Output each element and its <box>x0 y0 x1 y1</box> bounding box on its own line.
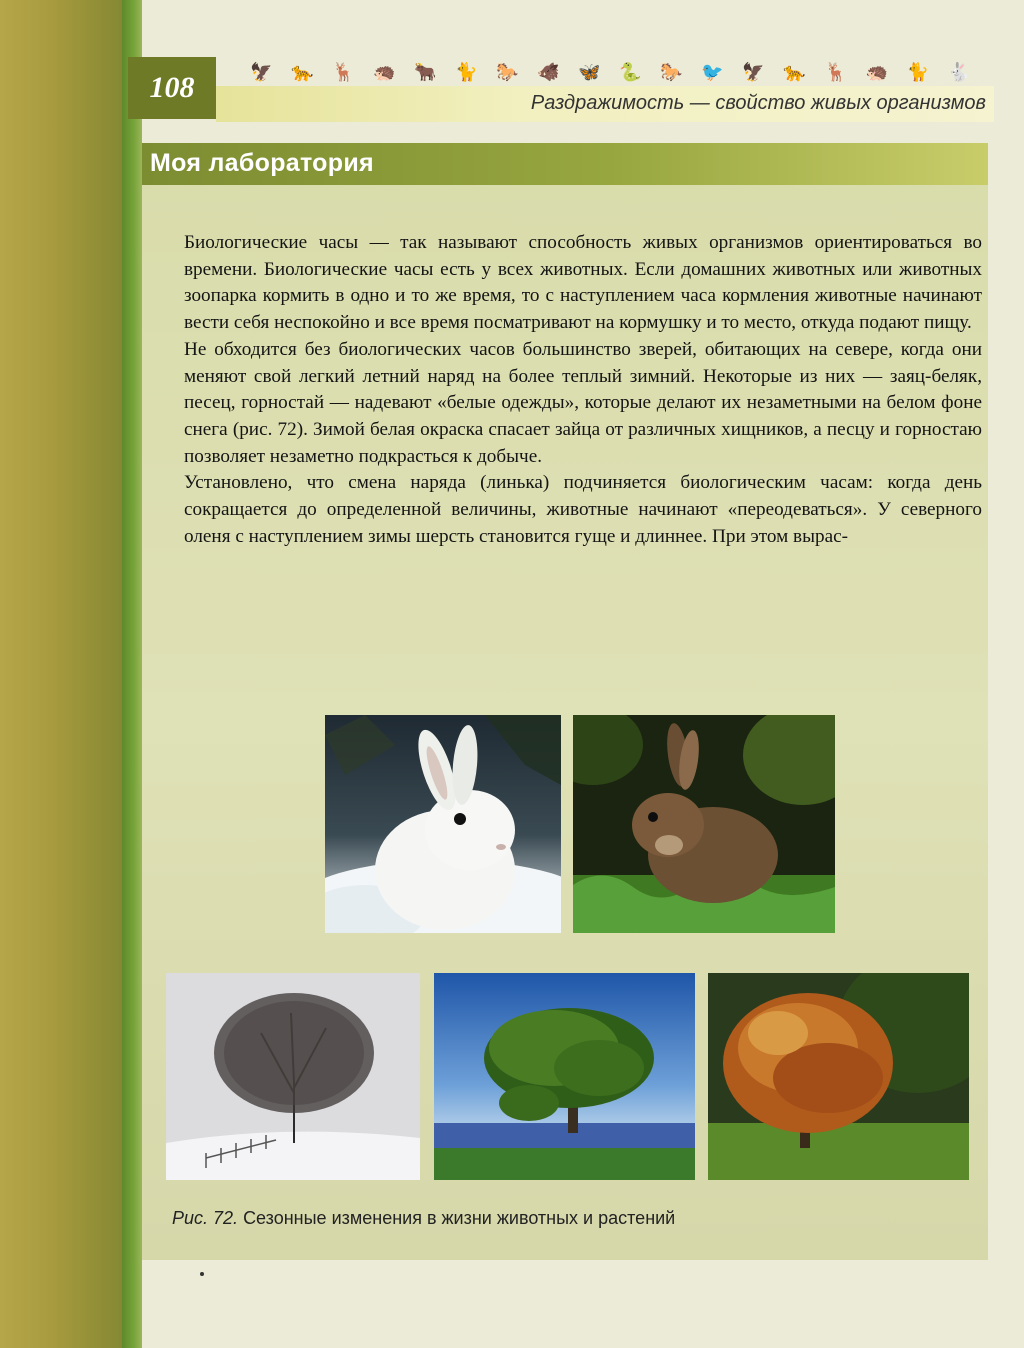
animal-icon: 🦋 <box>578 62 601 82</box>
figure-caption-text: Сезонные изменения в жизни животных и растений <box>243 1208 676 1228</box>
paragraph <box>184 337 982 471</box>
autumn-tree-photo <box>708 973 969 1180</box>
animal-icon: 🐍 <box>619 62 642 82</box>
animal-icon: 🦔 <box>373 62 396 82</box>
animal-icon: 🐈 <box>906 62 929 82</box>
animal-icon: 🦔 <box>865 62 888 82</box>
paragraph-text: Установлено, что смена наряда (линька) подчиняется биологическим часам: когда день сокращается до определенной величины, животные начинают «переодеваться». У северного оленя с наступлением зимы шерсть становится гуще и длиннее. При этом вырас- <box>184 472 982 547</box>
paragraph-text: Биологические часы — так называют способность живых организмов ориентироваться во времени. Биологические часы есть у всех животных. Если домашних животных или животных зоопарка кормить в одно и то же время, то с наступлением часа кормления животные начинают вести себя неспокойно и все время посматривают на кормушку и то место, откуда подают пищу. <box>184 232 982 334</box>
animal-icon: 🐆 <box>291 62 314 82</box>
white-hare-photo <box>325 715 561 933</box>
animal-icon: 🐆 <box>783 62 806 82</box>
animal-icon: 🐎 <box>496 62 519 82</box>
summer-tree-photo <box>434 973 695 1180</box>
left-green-stripe <box>122 0 142 1348</box>
running-title: Раздражимость — свойство живых организмов <box>530 92 986 114</box>
paragraph-text: Не обходится без биологических часов большинство зверей, обитающих на севере, когда они меняют свой легкий летний наряд на более теплый зимний. Некоторые из них — заяц-беляк, песец, горностай — надевают «белые одежды», которые делают их незаметными на белом фоне снега (рис. 72). Зимой белая окраска спасает зайца от различных хищников, а песцу и горностаю позволяет незаметно подкрасться к добыче. <box>184 338 982 467</box>
section-title: Моя лаборатория <box>150 149 374 177</box>
stray-dot <box>200 1272 204 1276</box>
page-number: 108 <box>149 71 195 104</box>
animal-icon: 🐈 <box>455 62 478 82</box>
animal-icon: 🦌 <box>332 62 355 82</box>
animal-icon: 🐗 <box>537 62 560 82</box>
figure-caption <box>172 1208 675 1229</box>
paragraph <box>184 230 982 337</box>
animal-icon: 🦌 <box>824 62 847 82</box>
animal-icon: 🦅 <box>742 62 765 82</box>
animal-silhouettes-row <box>250 60 970 84</box>
animal-icon: 🦅 <box>250 62 273 82</box>
winter-tree-photo <box>166 973 420 1180</box>
left-margin-strip <box>0 0 134 1348</box>
animal-icon: 🐂 <box>414 62 437 82</box>
animal-icon: 🐦 <box>701 62 724 82</box>
brown-hare-photo <box>573 715 835 933</box>
figure-number: Рис. 72. <box>172 1208 239 1228</box>
body-text <box>184 230 982 550</box>
animal-icon: 🐇 <box>947 62 970 82</box>
paragraph <box>184 470 982 550</box>
page-number-box <box>128 57 216 119</box>
animal-icon: 🐎 <box>660 62 683 82</box>
